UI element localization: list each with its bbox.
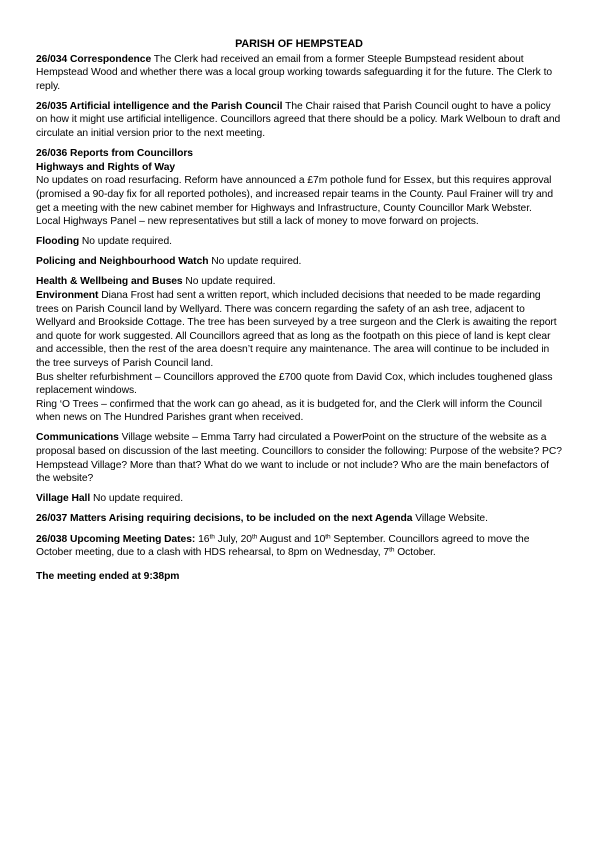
matters-text: Village Website.: [412, 513, 488, 525]
policing-text: No update required.: [208, 256, 302, 268]
highways-text: No updates on road resurfacing. Reform have announced a £7m pothole fund for Essex, but this requires approval (promised a 90-day fix for all reported potholes), and increased repair teams in the County. Paul Frainer will try and get a meeting with the new cabinet member for Highways and Infrastructure, County Councillor Mark Webster.: [36, 175, 554, 214]
communications-item: [36, 431, 562, 485]
health-item: [36, 275, 562, 289]
village-hall-text: No update required.: [90, 493, 184, 505]
correspondence-text: The Clerk had received an email from a former Steeple Bumpstead resident about Hempstead Wood and whether there was a local group working towards safeguarding it for the future. The Clerk to reply.: [36, 53, 553, 92]
highways-heading: Highways and Rights of Way: [36, 161, 176, 173]
matters-heading: 26/037 Matters Arising requiring decisions, to be included on the next Agenda: [36, 513, 413, 525]
policing-item: [36, 255, 562, 269]
village-hall-heading: Village Hall: [36, 493, 91, 505]
minutes-page: [36, 38, 562, 590]
page-title: PARISH OF HEMPSTEAD: [235, 38, 363, 50]
health-heading: Health & Wellbeing and Buses: [36, 276, 183, 288]
health-text: No update required.: [182, 276, 276, 288]
village-hall-item: [36, 492, 562, 506]
closing-line: The meeting ended at 9:38pm: [36, 570, 180, 582]
ring-trees-text: Ring ‘O Trees – confirmed that the work can go ahead, as it is budgeted for, and the Clerk will inform the Council when news on The Hundred Parishes grant when received.: [36, 398, 542, 424]
bus-shelter-text: Bus shelter refurbishment – Councillors approved the £700 quote from David Cox, which includes toughened glass replacement windows.: [36, 371, 553, 397]
meetings-heading: 26/038 Upcoming Meeting Dates:: [36, 533, 196, 545]
meetings-item: 26/038 Upcoming Meeting Dates: 16th July, 20th August and 10th September. Councillors agreed to move the October meeting, due to a clash with HDS rehearsal, to 8pm on Wednesday, 7th October.: [36, 533, 530, 559]
ai-item: [36, 100, 562, 141]
highways-panel-text: Local Highways Panel – new representatives but still a lack of money to move forward on projects.: [36, 216, 479, 228]
flooding-item: [36, 235, 562, 249]
communications-text: Village website – Emma Tarry had circulated a PowerPoint on the structure of the website as a proposal based on discussion of the last meeting. Councillors to consider the following: Purpose of the website? PC? Hempstead Village? More than that? What do we want to include or not include? Who are the main benefactors of the website?: [36, 432, 562, 485]
policing-heading: Policing and Neighbourhood Watch: [36, 256, 209, 268]
correspondence-item: [36, 53, 562, 94]
environment-heading: Environment: [36, 290, 99, 301]
communications-heading: Communications: [36, 432, 119, 444]
reports-heading: 26/036 Reports from Councillors: [36, 148, 193, 160]
environment-text: Diana Frost had sent a written report, which included decisions that needed to be made regarding trees on Parish Council land by Wellyard. There was concern regarding the safety of an ash tree, adjacent to Wellyard and Brookside Cottage. The tree has been surveyed by a tree surgeon and the Clerk is awaiting the report and quote for work suggested. All Councillors agreed that as long as the footpath on this piece of land is kept clear and accessible, then the rest of the area doesn’t require any maintenance. The area will continue to be included in the tree surveys of Parish Council land.: [36, 290, 557, 369]
ai-text: The Chair raised that Parish Council ought to have a policy on how it might use artificial intelligence. Councillors agreed that there should be a policy. Mark Welboun to draft and circulate an initial version prior to the next meeting.: [36, 100, 561, 140]
flooding-text: No update required.: [79, 236, 172, 248]
matters-item: [36, 512, 562, 526]
flooding-heading: Flooding: [36, 236, 80, 248]
reports-section: [36, 147, 562, 506]
environment-item: [36, 289, 562, 371]
correspondence-heading: 26/034 Correspondence: [36, 53, 152, 65]
ai-heading: 26/035 Artificial intelligence and the Parish Council: [36, 100, 283, 112]
